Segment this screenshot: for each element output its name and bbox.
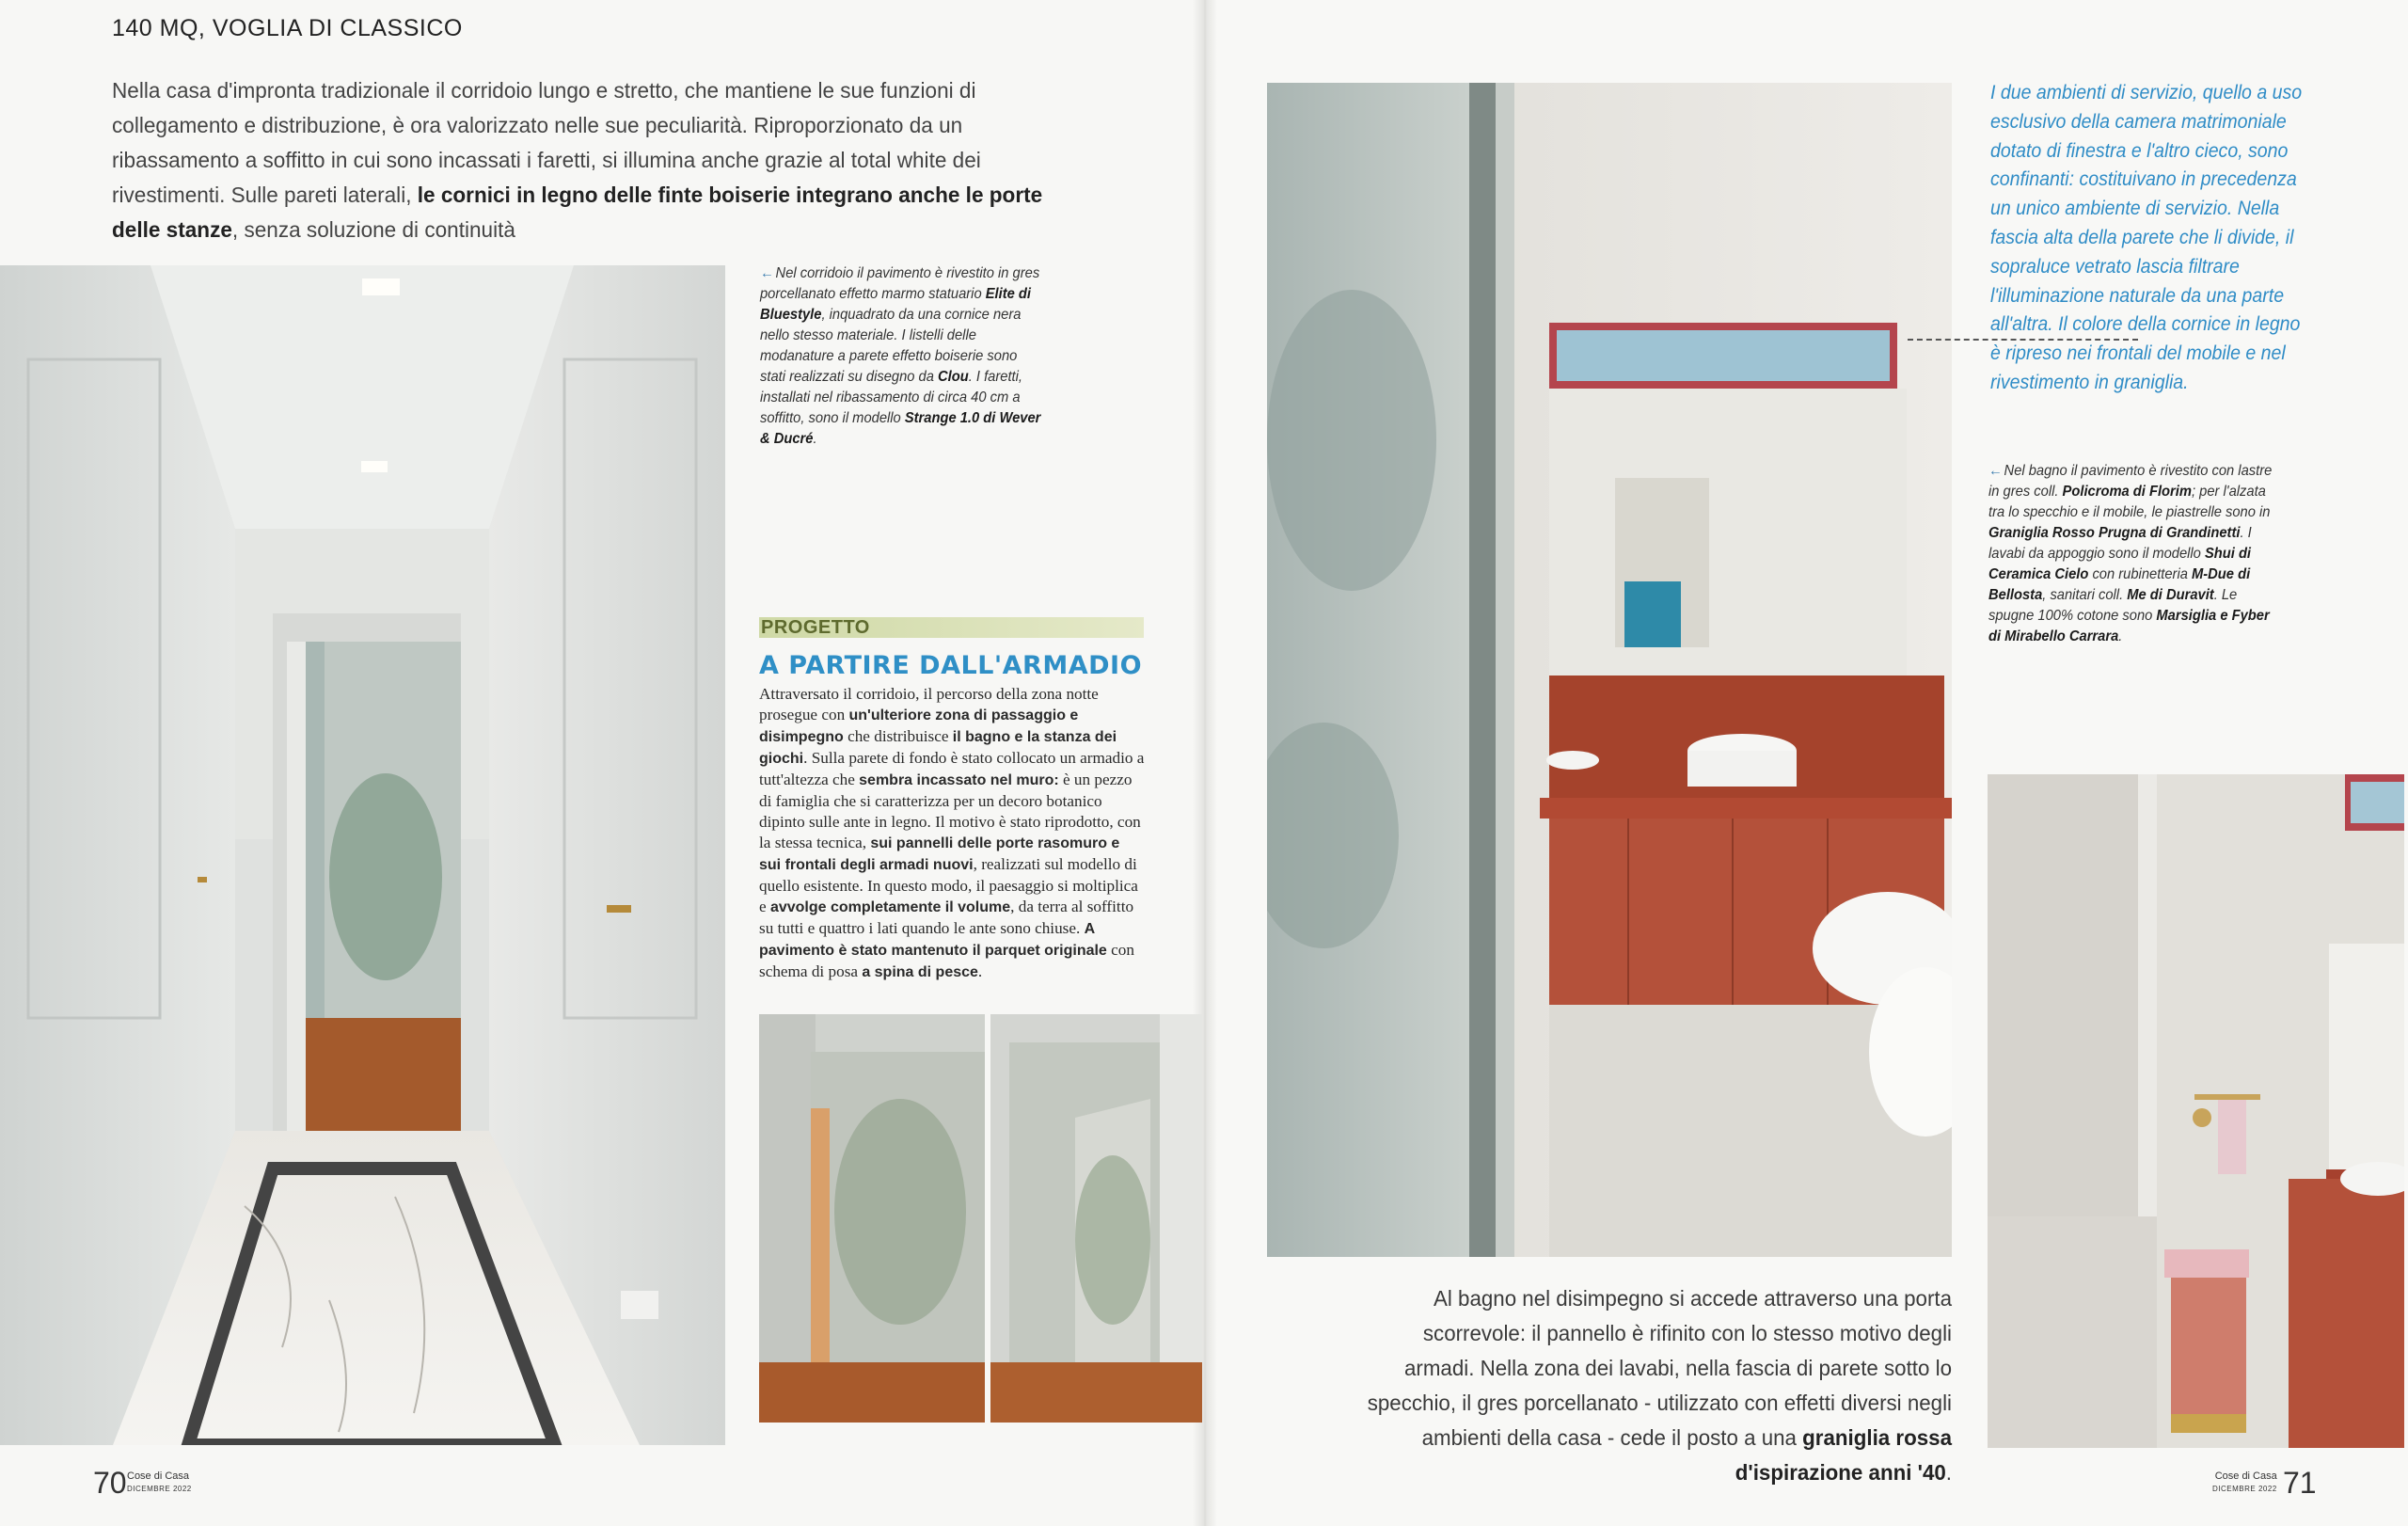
box-body: Attraversato il corridoio, il percorso della zona notte prosegue con un'ulteriore zona di passaggio e disimpegno che distribuisce il bagno e la stanza dei giochi. Sulla parete di fondo è stato collocato un armadio a tutt'altezza che sembra incassato nel muro: è un pezzo di famiglia che si caratterizza per un decoro botanico dipinto sulle ante in legno. Il motivo è stato riprodotto, con la stessa tecnica, sui pannelli delle porte rasomuro e sui frontali degli armadi nuovi, realizzati sul modello di quello esistente. In questo modo, il paesaggio si moltiplica e avvolge completamente il volume, da terra al soffitto su tutti e quattro i lati quando le ante sono chiuse. A pavimento è stato mantenuto il parquet originale con schema di posa a spina di pesce. (759, 685, 1145, 980)
bathroom-caption: ← Nel bagno il pavimento è rivestito con lastre in gres coll. Policroma di Florim; per l'alzata tra lo specchio e il mobile, le piastrelle sono in Graniglia Rosso Prugna di Grandinetti. I lavabi da appoggio sono il modello Shui di Ceramica Cielo con rubinetteria M-Due di Bellosta, sanitari coll. Me di Duravit. Le spugne 100% cotone sono Marsiglia e Fyber di Mirabello Carrara. (1988, 463, 2273, 644)
arrow-left-icon: ← (760, 265, 774, 281)
corridor-photo (0, 265, 725, 1445)
page-number-right: 71 (2283, 1466, 2317, 1500)
intro-bold: le cornici in legno delle finte boiserie integrano anche le porte delle stanze (112, 183, 1043, 242)
intro-paragraph (112, 73, 1078, 247)
bathroom-photo (1267, 83, 1952, 1257)
intro-text-2: , senza soluzione di continuità (231, 217, 515, 242)
corridor-caption: ← Nel corridoio il pavimento è rivestito in gres porcellanato effetto marmo statuario Elite di Bluestyle, inquadrato da una cornice nera nello stesso materiale. I listelli delle modanature a parete effetto boiserie sono stati realizzati su disegno da Clou. I faretti, installati nel ribassamento di circa 40 cm a soffitto, sono il modello Strange 1.0 di Wever & Ducré. (760, 265, 1041, 447)
page-number-left: 70 (93, 1466, 127, 1500)
intro-text-1: Nella casa d'impronta tradizionale il corridoio lungo e stretto, che mantiene le sue funzioni di collegamento e distribuzione, è ora valorizzato nelle sue peculiarità. Riproporzionato da un ribassamento a soffitto in cui sono incassati i faretti, si illumina anche grazie al total white dei rivestimenti. Sulle pareti laterali, (112, 78, 981, 207)
magazine-masthead-right: Cose di Casa DICEMBRE 2022 (2212, 1470, 2277, 1493)
bathroom-detail-photo (1988, 774, 2404, 1448)
section-kicker: 140 MQ, VOGLIA DI CLASSICO (112, 15, 463, 41)
box-title: A PARTIRE DALL'ARMADIO (759, 651, 1143, 680)
magazine-masthead-left: Cose di Casa DICEMBRE 2022 (127, 1470, 192, 1493)
bottom-paragraph: Al bagno nel disimpegno si accede attraverso una porta scorrevole: il pannello è rifinito con lo stesso motivo degli armadi. Nella zona dei lavabi, nella fascia di parete sotto lo specchio, il gres porcellanato - utilizzato con effetti diversi negli ambienti della casa - cede il posto a una graniglia rossa d'ispirazione anni '40. (1367, 1286, 1952, 1485)
wardrobe-photo-1 (759, 1014, 985, 1423)
wardrobe-photo-2 (990, 1014, 1202, 1423)
blue-quote: I due ambienti di servizio, quello a uso esclusivo della camera matrimoniale dotato di finestra e l'altro cieco, sono confinanti: costituivano in precedenza un unico ambiente di servizio. Nella fascia alta della parete che li divide, il sopraluce vetrato lascia filtrare l'illuminazione naturale da una parte all'altra. Il colore della cornice in legno è ripreso nei frontali del mobile e nel rivestimento in graniglia. (1990, 82, 2303, 393)
box-label: PROGETTO (759, 617, 1144, 638)
arrow-left-icon: ← (1988, 463, 2003, 479)
